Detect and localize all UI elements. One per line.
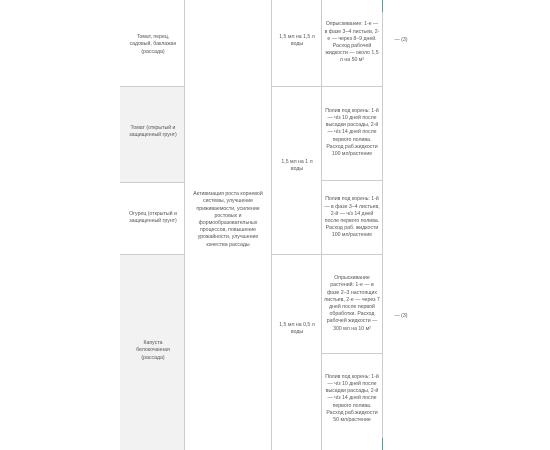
grid-line-crop-2 — [120, 182, 184, 183]
grid-line-crop-3 — [120, 254, 184, 255]
crop-name-2: Томат (открытый и защищенный грунт) — [129, 124, 177, 138]
crop-name-4: Капуста белокочанная (рассада) — [136, 340, 170, 361]
grid-line-v3 — [321, 0, 322, 450]
grid-line-method-1 — [322, 86, 382, 87]
rate-4: 1,5 мл на 0,5 л воды — [279, 321, 315, 335]
grid-line-method-3 — [322, 254, 382, 255]
grid-line-v4 — [382, 0, 383, 450]
grid-line-method-2 — [322, 180, 382, 181]
rate-1: 1,5 мл на 1,5 л воды — [279, 33, 315, 47]
waiting-4: — (3) — [394, 313, 408, 320]
grid-line-method-4 — [322, 353, 382, 354]
method-5: Полив под корень: 1-й — ч/з 10 дней после высадки рассады, 2-й — ч/з 14 дней после первого полива. Расход раб.жидкости 50 мл/растение — [325, 373, 379, 423]
accent-mark-top — [382, 0, 383, 12]
crop-name-1: Томат, перец, садовый, баклажан (рассада) — [129, 34, 177, 55]
method-3: Полив под корень: 1-й — в фазе 3–4 листьев, 2-й — ч/з 14 дней после первого полива. Расход раб. жидкости 100 мл/растение — [324, 196, 380, 239]
method-2: Полив под корень: 1-й — ч/з 10 дней после высадки рассады, 2-й — ч/з 14 дней после первого полива. Расход раб.жидкости 100 мл/растение — [325, 107, 379, 157]
method-1: Опрыскивание: 1-е — в фазе 3–4 листьев, 2-е — через 8–9 дней. Расход рабочей жидкости — около 1,5 л на 50 м² — [324, 21, 380, 64]
grid-line-crop-1 — [120, 86, 184, 87]
purpose-text: Активизация роста корневой системы, улучшение приживаемости, усиление ростовых и формообразовательных процессов, повышение урожайности, улучшение качества рассады — [193, 191, 263, 248]
method-4: Опрыскивание растений: 1-е — в фазе 2–3 настоящих листьев, 2-е — через 7 дней после первой обработки. Расход рабочей жидкости — 300 мл на 10 м² — [324, 275, 380, 332]
accent-mark-bottom — [382, 438, 383, 450]
waiting-1: — (3) — [394, 37, 408, 44]
grid-line-rate-1 — [272, 86, 321, 87]
rate-2: 1,5 мл на 1 л воды — [281, 158, 313, 172]
grid-line-v1 — [184, 0, 185, 450]
crop-name-3: Огурец (открытый и защищенный грунт) — [129, 210, 177, 224]
grid-line-rate-2 — [272, 254, 321, 255]
grid-line-v2 — [271, 0, 272, 450]
